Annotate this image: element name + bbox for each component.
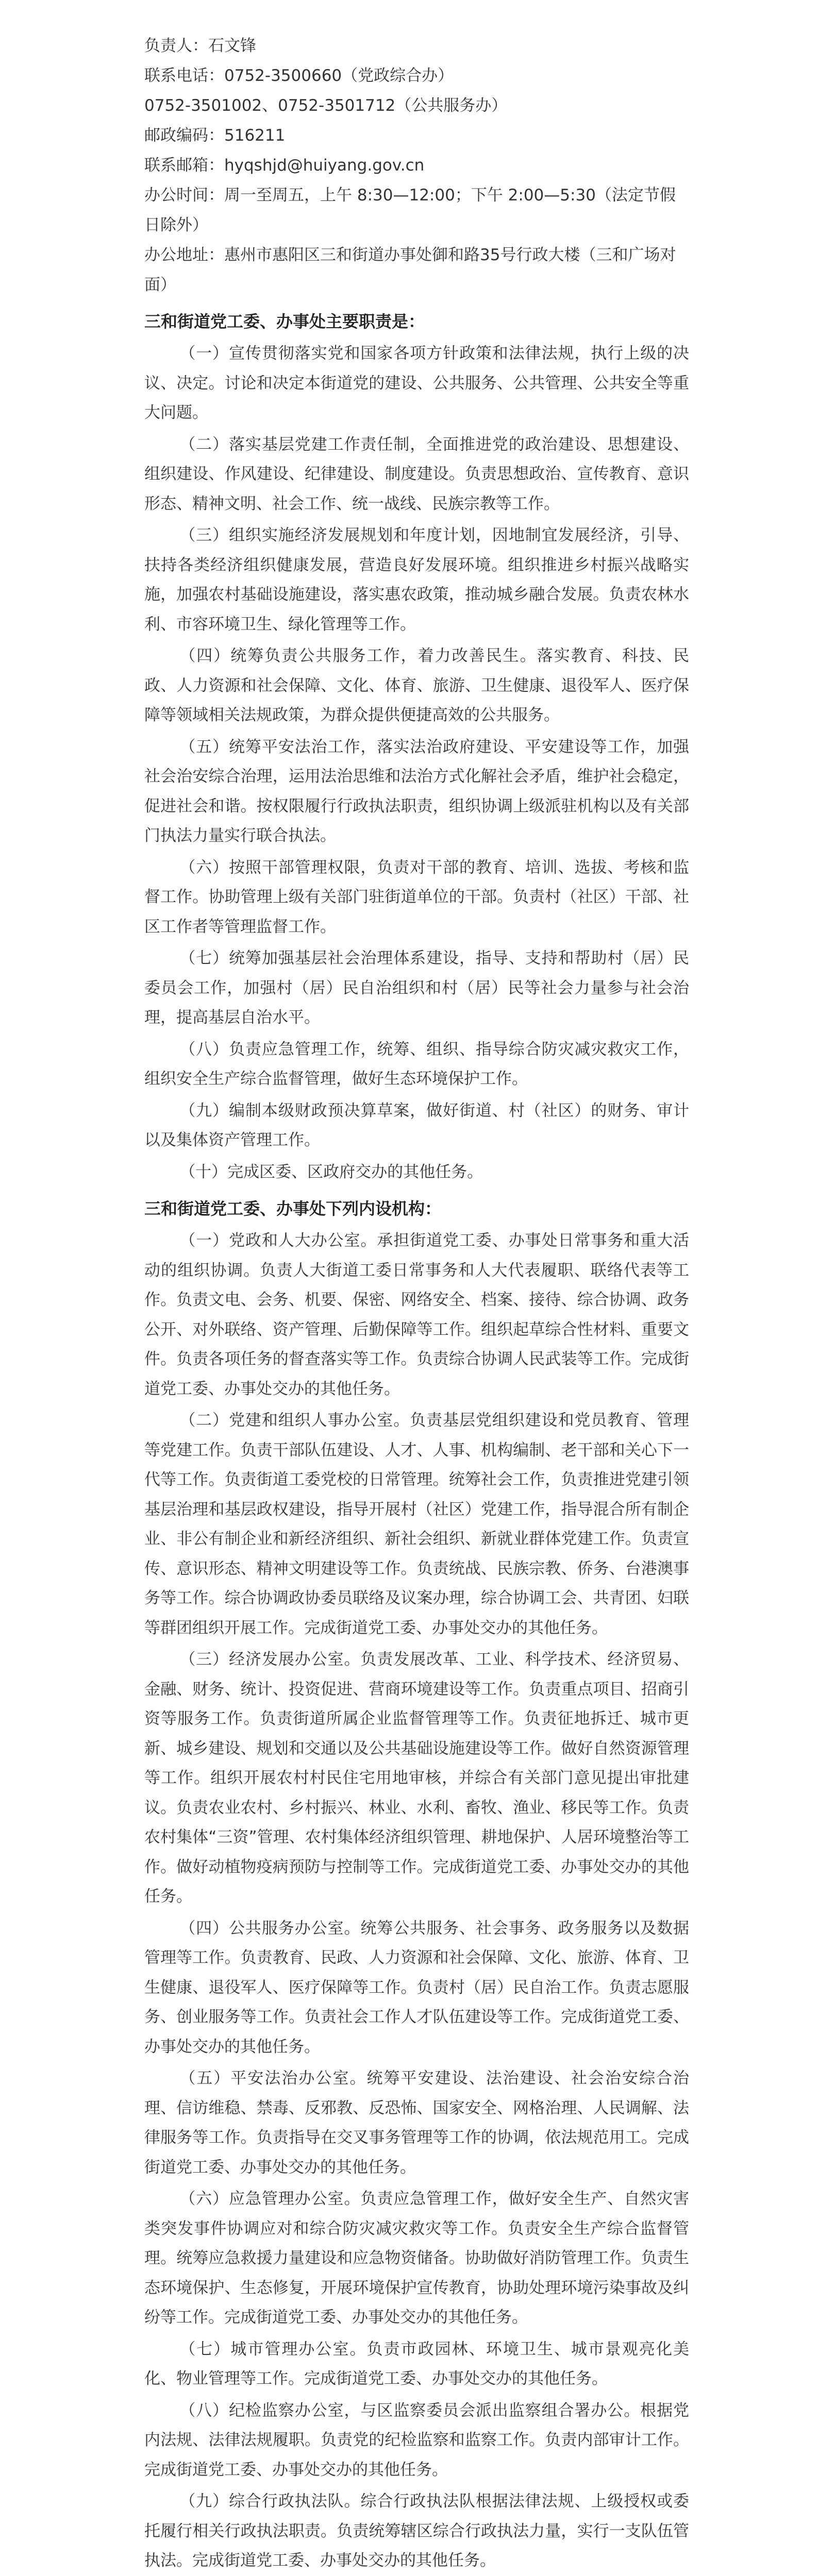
hours-label: 办公时间： — [144, 186, 224, 205]
department-item: （二）党建和组织人事办公室。负责基层党组织建设和党员教育、管理等党建工作。负责干部队伍建设、人才、人事、机构编制、老干部和关心下一代等工作。负责街道工委党校的日常管理。统筹社会工作，负责推进党建引领基层治理和基层政权建设，指导开展村（社区）党建工作，指导混合所有制企业、非公有制企业和新经济组织、新社会组织、新就业群体党建工作。负责宣传、意识形态、精神文明建设等工作。负责统战、民族宗教、侨务、台港澳事务等工作。综合协调政协委员联络及议案办理，综合协调工会、共青团、妇联等群团组织开展工作。完成街道党工委、办事处交办的其他任务。 — [144, 1411, 689, 1637]
phone-line-1 — [144, 61, 689, 91]
address-value: 惠州市惠阳区三和街道办事处御和路35号行政大楼（三和广场对面） — [144, 246, 676, 294]
duty-item: （五）统筹平安法治工作，落实法治政府建设、平安建设等工作，加强社会治安综合治理，运用法治思维和法治方式化解社会矛盾，维护社会稳定，促进社会和谐。按权限履行行政执法职责，组织协调上级派驻机构以及有关部门执法力量实行联合执法。 — [144, 737, 689, 845]
department-item: （九）综合行政执法队。综合行政执法队根据法律法规、上级授权或委托履行相关行政执法职责。负责统筹辖区综合行政执法力量，实行一支队伍管执法。完成街道党工委、办事处交办的其他任务。 — [144, 2492, 689, 2570]
departments-section — [144, 1194, 689, 2576]
duty-item: （七）统筹加强基层社会治理体系建设，指导、支持和帮助村（居）民委员会工作，加强村（居）民自治组织和村（居）民等社会力量参与社会治理，提高基层自治水平。 — [144, 949, 689, 1027]
duty-item: （一）宣传贯彻落实党和国家各项方针政策和法律法规，执行上级的决议、决定。讨论和决定本街道党的建设、公共服务、公共管理、公共安全等重大问题。 — [144, 344, 689, 422]
address-line — [144, 240, 689, 300]
postcode-label: 邮政编码： — [144, 126, 224, 145]
department-item: （八）纪检监察办公室，与区监察委员会派出监察组合署办公。根据党内法规、法律法规履职。负责党的纪检监察和监察工作。负责内部审计工作。完成街道党工委、办事处交办的其他任务。 — [144, 2401, 689, 2479]
departments-heading: 三和街道党工委、办事处下列内设机构： — [144, 1199, 442, 1218]
email-value: hyqshjd@huiyang.gov.cn — [224, 156, 425, 175]
department-item: （七）城市管理办公室。负责市政园林、环境卫生、城市景观亮化美化、物业管理等工作。完成街道党工委、办事处交办的其他任务。 — [144, 2340, 689, 2388]
leader-line — [144, 31, 689, 61]
duty-item: （六）按照干部管理权限，负责对干部的教育、培训、选拔、考核和监督工作。协助管理上级有关部门驻街道单位的干部。负责村（社区）干部、社区工作者等管理监督工作。 — [144, 858, 689, 936]
email-line — [144, 150, 689, 180]
department-item: （六）应急管理办公室。负责应急管理工作，做好安全生产、自然灾害类突发事件协调应对和综合防灾减灾救灾等工作。负责安全生产综合监督管理。统筹应急救援力量建设和应急物资储备。协助做好消防管理工作。负责生态环境保护、生态修复，开展环境保护宣传教育，协助处理环境污染事故及纠纷等工作。完成街道党工委、办事处交办的其他任务。 — [144, 2190, 689, 2327]
hours-line — [144, 180, 689, 240]
department-item: （五）平安法治办公室。统筹平安建设、法治建设、社会治安综合治理、信访维稳、禁毒、反邪教、反恐怖、国家安全、网格治理、人民调解、法律服务等工作。负责指导在交叉事务管理等工作的协调，依法规范用工。完成街道党工委、办事处交办的其他任务。 — [144, 2069, 689, 2177]
department-item: （四）公共服务办公室。统筹公共服务、社会事务、政务服务以及数据管理等工作。负责教育、民政、人力资源和社会保障、文化、旅游、体育、卫生健康、退役军人、医疗保障等工作。负责村（居）民自治工作。负责志愿服务、创业服务等工作。负责社会工作人才队伍建设等工作。完成街道党工委、办事处交办的其他任务。 — [144, 1919, 689, 2056]
duties-heading: 三和街道党工委、办事处主要职责是： — [144, 312, 425, 331]
phone-value-2: 0752-3501002、0752-3501712（公共服务办） — [144, 96, 508, 115]
department-item: （一）党政和人大办公室。承担街道党工委、办事处日常事务和重大活动的组织协调。负责人大街道工委日常事务和人大代表履职、联络代表等工作。负责文电、会务、机要、保密、网络安全、档案、接待、综合协调、政务公开、对外联络、资产管理、后勤保障等工作。组织起草综合性材料、重要文件。负责各项任务的督查落实等工作。负责综合协调人民武装等工作。完成街道党工委、办事处交办的其他任务。 — [144, 1231, 689, 1398]
duty-item: （八）负责应急管理工作，统筹、组织、指导综合防灾减灾救灾工作，组织安全生产综合监督管理，做好生态环境保护工作。 — [144, 1040, 689, 1088]
department-item: （三）经济发展办公室。负责发展改革、工业、科学技术、经济贸易、金融、财务、统计、投资促进、营商环境建设等工作。负责重点项目、招商引资等服务工作。负责街道所属企业监督管理等工作。负责征地拆迁、城市更新、城乡建设、规划和交通以及公共基础设施建设等工作。做好自然资源管理等工作。组织开展农村村民住宅用地审核，并综合有关部门意见提出审批建议。负责农业农村、乡村振兴、林业、水利、畜牧、渔业、移民等工作。负责农村集体“三资”管理、农村集体经济组织管理、耕地保护、人居环境整治等工作。做好动植物疫病预防与控制等工作。完成街道党工委、办事处交办的其他任务。 — [144, 1650, 689, 1906]
duty-item: （二）落实基层党建工作责任制，全面推进党的政治建设、思想建设、组织建设、作风建设、纪律建设、制度建设。负责思想政治、宣传教育、意识形态、精神文明、社会工作、统一战线、民族宗教等工作。 — [144, 435, 689, 513]
hours-value: 周一至周五，上午 8:30—12:00；下午 2:00—5:30（法定节假日除外） — [144, 186, 676, 234]
leader-value: 石文锋 — [208, 37, 256, 55]
duties-section — [144, 307, 689, 1187]
phone-label: 联系电话： — [144, 66, 224, 85]
postcode-line — [144, 121, 689, 150]
email-label: 联系邮箱： — [144, 156, 224, 175]
duty-item: （十）完成区委、区政府交办的其他任务。 — [179, 1162, 483, 1181]
contact-block — [144, 31, 689, 300]
duty-item: （三）组织实施经济发展规划和年度计划，因地制宜发展经济，引导、扶持各类经济组织健康发展，营造良好发展环境。组织推进乡村振兴战略实施，加强农村基础设施建设，落实惠农政策，推动城乡融合发展。负责农林水利、市容环境卫生、绿化管理等工作。 — [144, 526, 689, 634]
duty-item: （四）统筹负责公共服务工作，着力改善民生。落实教育、科技、民政、人力资源和社会保障、文化、体育、旅游、卫生健康、退役军人、医疗保障等领域相关法规政策，为群众提供便捷高效的公共服务。 — [144, 647, 689, 724]
phone-line-2 — [144, 91, 689, 121]
address-label: 办公地址： — [144, 246, 224, 264]
postcode-value: 516211 — [224, 126, 286, 145]
phone-value-1: 0752-3500660（党政综合办） — [224, 66, 454, 85]
duty-item: （九）编制本级财政预决算草案，做好街道、村（社区）的财务、审计以及集体资产管理工作。 — [144, 1101, 689, 1149]
leader-label: 负责人： — [144, 37, 208, 55]
